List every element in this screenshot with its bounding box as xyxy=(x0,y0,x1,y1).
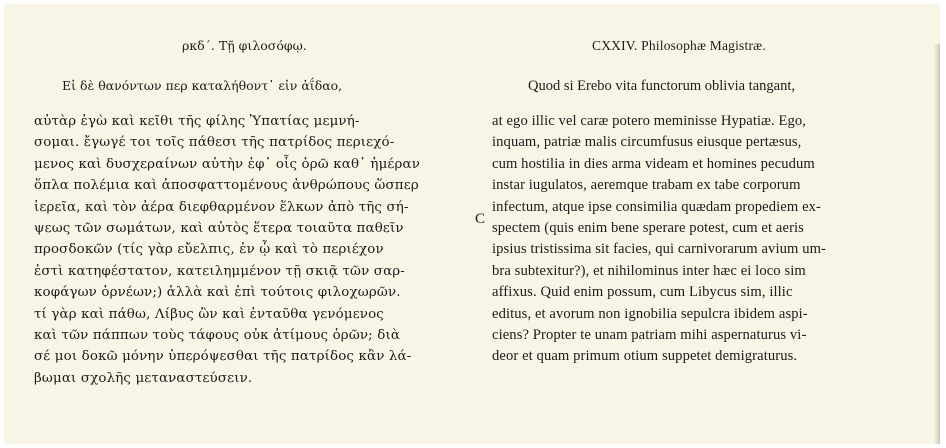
greek-text-line: μενος καὶ δυσχεραίνων αὐτὴν ἐφ᾽ οἷς ὁρῶ καθ᾽ ἡμέραν xyxy=(34,156,421,172)
greek-text-line: προσδοκῶν (τίς γὰρ εὔελπις, ἐν ᾧ καὶ τὸ περιέχον xyxy=(34,242,384,258)
greek-text-line: καὶ τῶν πάππων τοὺς τάφους οὐκ ἀτίμους ὁρῶν; διὰ xyxy=(34,327,401,343)
page-edge-shadow xyxy=(934,44,940,444)
latin-text-line: cum hostilia in dies arma videam et homines pecudum xyxy=(492,155,815,172)
latin-text-line: spectem (quis enim bene sperare potest, cum et aeris xyxy=(492,219,804,236)
latin-text-line: instar iugulatos, aeremque trabam ex tabe corporum xyxy=(492,177,801,194)
greek-text-line: ἱερεῖα, καὶ τὸν ἀέρα διεφθαρμένον ἕλκων ἀπὸ τῆς σή- xyxy=(34,199,409,215)
latin-text-line: bra subtexitur?), et nihilominus inter hæc ei loco sim xyxy=(492,262,806,279)
greek-text-line: ἐστὶ κατηφέστατον, κατειλημμένον τῇ σκιᾷ τῶν σαρ- xyxy=(34,263,405,279)
greek-text-line: ψεως τῶν σωμάτων, καὶ αὐτὸς ἕτερα τοιαῦτα παθεῖν xyxy=(34,220,404,236)
book-page xyxy=(4,4,940,444)
greek-text-line: βωμαι σχολῆς μεταναστεύσειν. xyxy=(34,370,253,386)
latin-text-line: ipsius tristissima sit facies, qui carnivorarum avium um- xyxy=(492,241,827,258)
latin-verse-line: Quod si Erebo vita functorum oblivia tangant, xyxy=(528,78,795,94)
latin-text-body xyxy=(492,111,826,368)
latin-running-head: CXXIV. Philosophæ Magistræ. xyxy=(592,38,766,53)
latin-text-line: deor et quam primum otium suppetet demigraturus. xyxy=(492,348,798,365)
latin-text-line: at ego illic vel caræ potero meminisse Hypatiæ. Ego, xyxy=(492,113,807,129)
greek-text-line: σομαι. ἔγωγέ τοι τοῖς πάθεσι τῆς πατρίδος περιεχό- xyxy=(34,135,395,151)
latin-text-line: ciens? Propter te unam patriam mihi aspernaturus vi- xyxy=(492,326,807,343)
greek-text-line: κοφάγων ὀρνέων;) ἀλλὰ καὶ ἐπὶ τούτοις φιλοχωρῶν. xyxy=(34,285,401,301)
greek-text-line: σέ μοι δοκῶ μόνην ὑπερόψεσθαι τῆς πατρίδος κἂν λά- xyxy=(34,349,412,365)
greek-running-head: ρκδ΄. Τῇ φιλοσόφῳ. xyxy=(182,38,307,53)
latin-text-line: infectum, atque ipse consimilia quædam propediem ex- xyxy=(492,198,822,215)
greek-text-line: ὅπλα πολέμια καὶ ἀποσφαττομένους ἀνθρώπους ὥσπερ xyxy=(34,178,419,194)
margin-section-letter: C xyxy=(475,211,486,227)
latin-text-line: editus, et avorum non ignobilia sepulcra ibidem aspi- xyxy=(492,305,808,322)
latin-text-line: affixus. Quid enim possum, cum Libycus sim, illic xyxy=(492,284,793,301)
greek-text-line: τί γὰρ καὶ πάθω, Λίβυς ὢν καὶ ἐνταῦθα γενόμενος xyxy=(34,306,384,322)
greek-verse-line: Εἰ δὲ θανόντων περ καταλήθοντ᾽ εἰν ἀΐδαο, xyxy=(62,78,343,93)
greek-text-body xyxy=(34,111,420,389)
latin-text-line: inquam, patriæ malis circumfusus eiusque pertæsus, xyxy=(492,134,802,151)
greek-text-line: αὐτὰρ ἐγὼ καὶ κεῖθι τῆς φίλης Ὑπατίας μεμνή- xyxy=(34,114,360,129)
